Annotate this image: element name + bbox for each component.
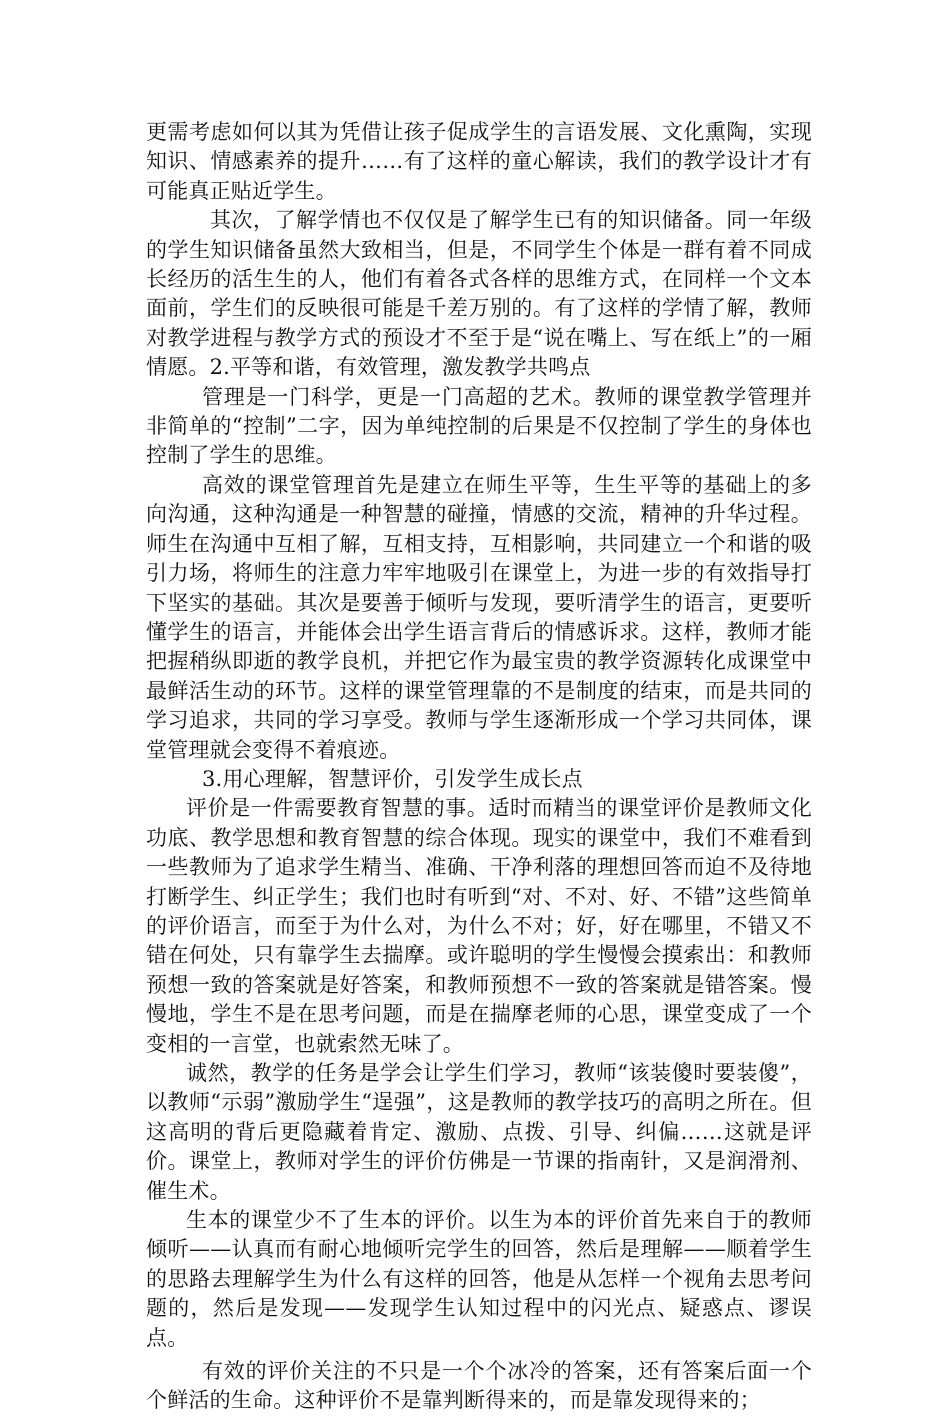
paragraph-1: 更需考虑如何以其为凭借让孩子促成学生的言语发展、文化熏陶，实现知识、情感素养的提升……有了这样的童心解读，我们的教学设计才有可能真正贴近学生。	[146, 120, 812, 203]
paragraph-8: 有效的评价关注的不只是一个个冰冷的答案，还有答案后面一个个鲜活的生命。这种评价不是靠判断得来的，而是靠发现得来的；	[146, 1359, 812, 1413]
paragraph-5: 评价是一件需要教育智慧的事。适时而精当的课堂评价是教师文化功底、教学思想和教育智慧的综合体现。现实的课堂中，我们不难看到一些教师为了追求学生精当、准确、干净利落的理想回答而迫不及待地打断学生、纠正学生；我们也时有听到“对、不对、好、不错”这些简单的评价语言，而至于为什么对，为什么不对；好，好在哪里，不错又不错在何处，只有靠学生去揣摩。或许聪明的学生慢慢会摸索出：和教师预想一致的答案就是好答案，和教师预想不一致的答案就是错答案。慢慢地，学生不是在思考问题，而是在揣摩老师的心思，课堂变成了一个变相的一言堂，也就索然无味了。	[146, 796, 812, 1056]
paragraph-7: 生本的课堂少不了生本的评价。以生为本的评价首先来自于的教师倾听——认真而有耐心地倾听完学生的回答，然后是理解——顺着学生的思路去理解学生为什么有这样的回答，他是从怎样一个视角去思考问题的，然后是发现——发现学生认知过程中的闪光点、疑惑点、谬误点。	[146, 1208, 812, 1350]
paragraph-3: 管理是一门科学，更是一门高超的艺术。教师的课堂教学管理并非简单的“控制”二字，因为单纯控制的后果是不仅控制了学生的身体也控制了学生的思维。	[146, 384, 812, 468]
document-body	[146, 118, 812, 1416]
section-heading-3: 3.用心理解，智慧评价，引发学生成长点	[202, 766, 583, 791]
paragraph-4: 高效的课堂管理首先是建立在师生平等，生生平等的基础上的多向沟通，这种沟通是一种智慧的碰撞，情感的交流，精神的升华过程。师生在沟通中互相了解，互相支持，互相影响，共同建立一个和谐的吸引力场，将师生的注意力牢牢地吸引在课堂上，为进一步的有效指导打下坚实的基础。其次是要善于倾听与发现，要听清学生的语言，更要听懂学生的语言，并能体会出学生语言背后的情感诉求。这样，教师才能把握稍纵即逝的教学良机，并把它作为最宝贵的教学资源转化成课堂中最鲜活生动的环节。这样的课堂管理靠的不是制度的结束，而是共同的学习追求，共同的学习享受。教师与学生逐渐形成一个学习共同体，课堂管理就会变得不着痕迹。	[146, 472, 812, 762]
paragraph-2: 其次，了解学情也不仅仅是了解学生已有的知识储备。同一年级的学生知识储备虽然大致相当，但是，不同学生个体是一群有着不同成长经历的活生生的人，他们有着各式各样的思维方式，在同样一个文本面前，学生们的反映很可能是千差万别的。有了这样的学情了解，教师对教学进程与教学方式的预设才不至于是“说在嘴上、写在纸上”的一厢情愿。2.平等和谐，有效管理，激发教学共鸣点	[146, 208, 812, 380]
paragraph-6: 诚然，教学的任务是学会让学生们学习，教师“该装傻时要装傻”，以教师“示弱”激励学生“逞强”，这是教师的教学技巧的高明之所在。但这高明的背后更隐藏着肯定、激励、点拨、引导、纠偏……这就是评价。课堂上，教师对学生的评价仿佛是一节课的指南针，又是润滑剂、催生术。	[146, 1061, 812, 1203]
